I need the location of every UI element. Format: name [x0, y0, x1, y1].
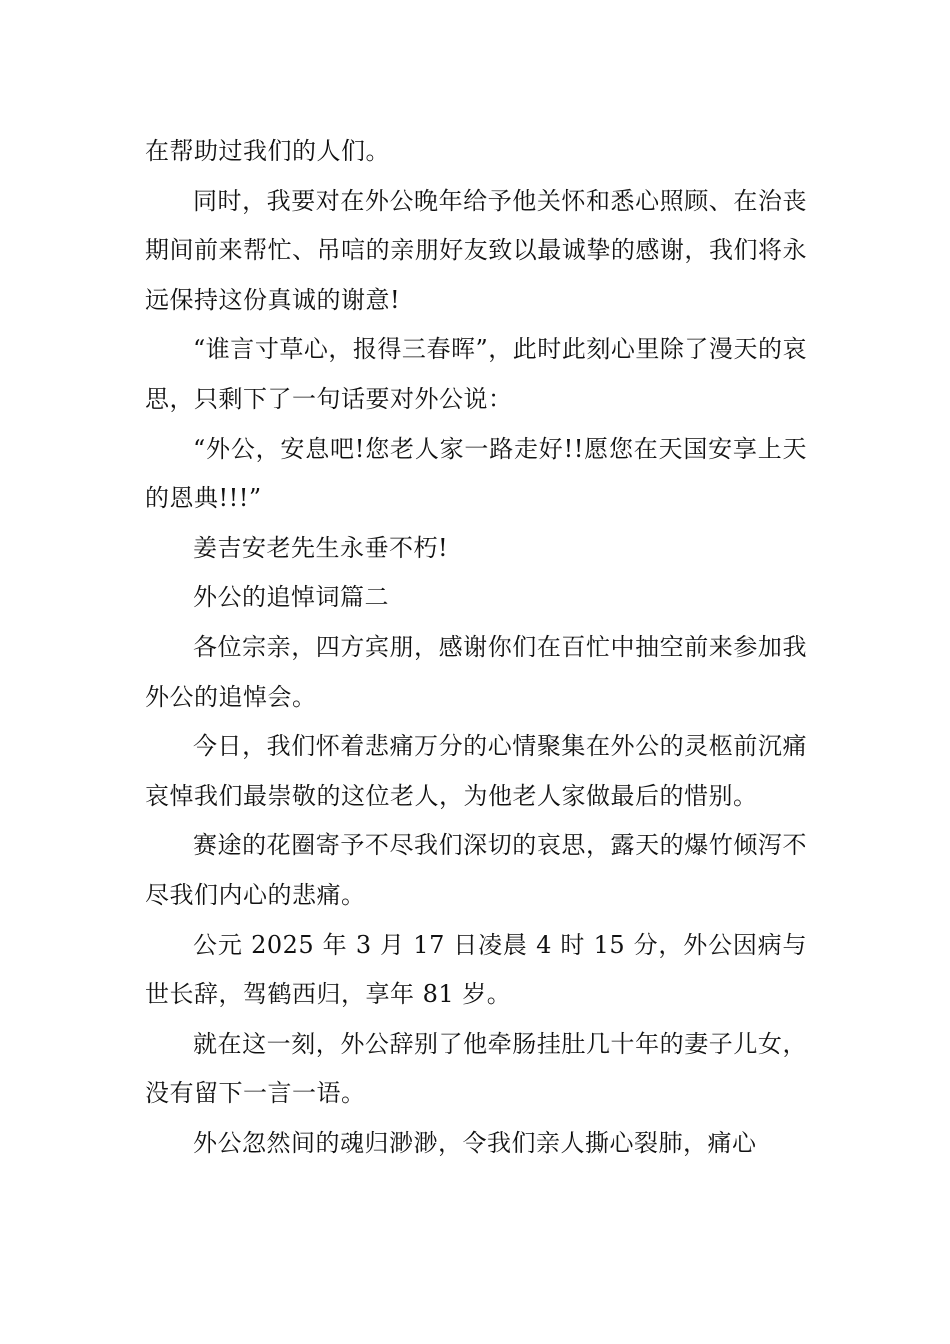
paragraph: 各位宗亲，四方宾朋，感谢你们在百忙中抽空前来参加我外公的追悼会。	[145, 632, 807, 711]
paragraph: “谁言寸草心，报得三春晖”，此时此刻心里除了漫天的哀思，只剩下了一句话要对外公说：	[145, 335, 807, 413]
paragraph: 外公忽然间的魂归渺渺，令我们亲人撕心裂肺，痛心	[193, 1128, 757, 1157]
section-heading: 外公的追悼词篇二	[193, 583, 389, 612]
paragraph: 赛途的花圈寄予不尽我们深切的哀思，露天的爆竹倾泻不尽我们内心的悲痛。	[145, 831, 807, 909]
paragraph: 公元 2025 年 3 月 17 日凌晨 4 时 15 分，外公因病与世长辞，驾鹤西归，享年 81 岁。	[145, 930, 807, 1009]
paragraph: 就在这一刻，外公辞别了他牵肠挂肚几十年的妻子儿女，没有留下一言一语。	[145, 1029, 807, 1108]
paragraph: 姜吉安老先生永垂不朽!	[193, 533, 449, 562]
document-body	[145, 127, 807, 1168]
paragraph: 同时，我要对在外公晚年给予他关怀和悉心照顾、在治丧期间前来帮忙、吊唁的亲朋好友致以最诚挚的感谢，我们将永远保持这份真诚的谢意!	[145, 186, 807, 314]
paragraph: 今日，我们怀着悲痛万分的心情聚集在外公的灵柩前沉痛哀悼我们最崇敬的这位老人，为他老人家做最后的惜别。	[145, 732, 807, 810]
paragraph: 在帮助过我们的人们。	[145, 137, 390, 165]
paragraph: “外公，安息吧!您老人家一路走好!!愿您在天国安享上天的恩典!!!”	[145, 434, 807, 513]
